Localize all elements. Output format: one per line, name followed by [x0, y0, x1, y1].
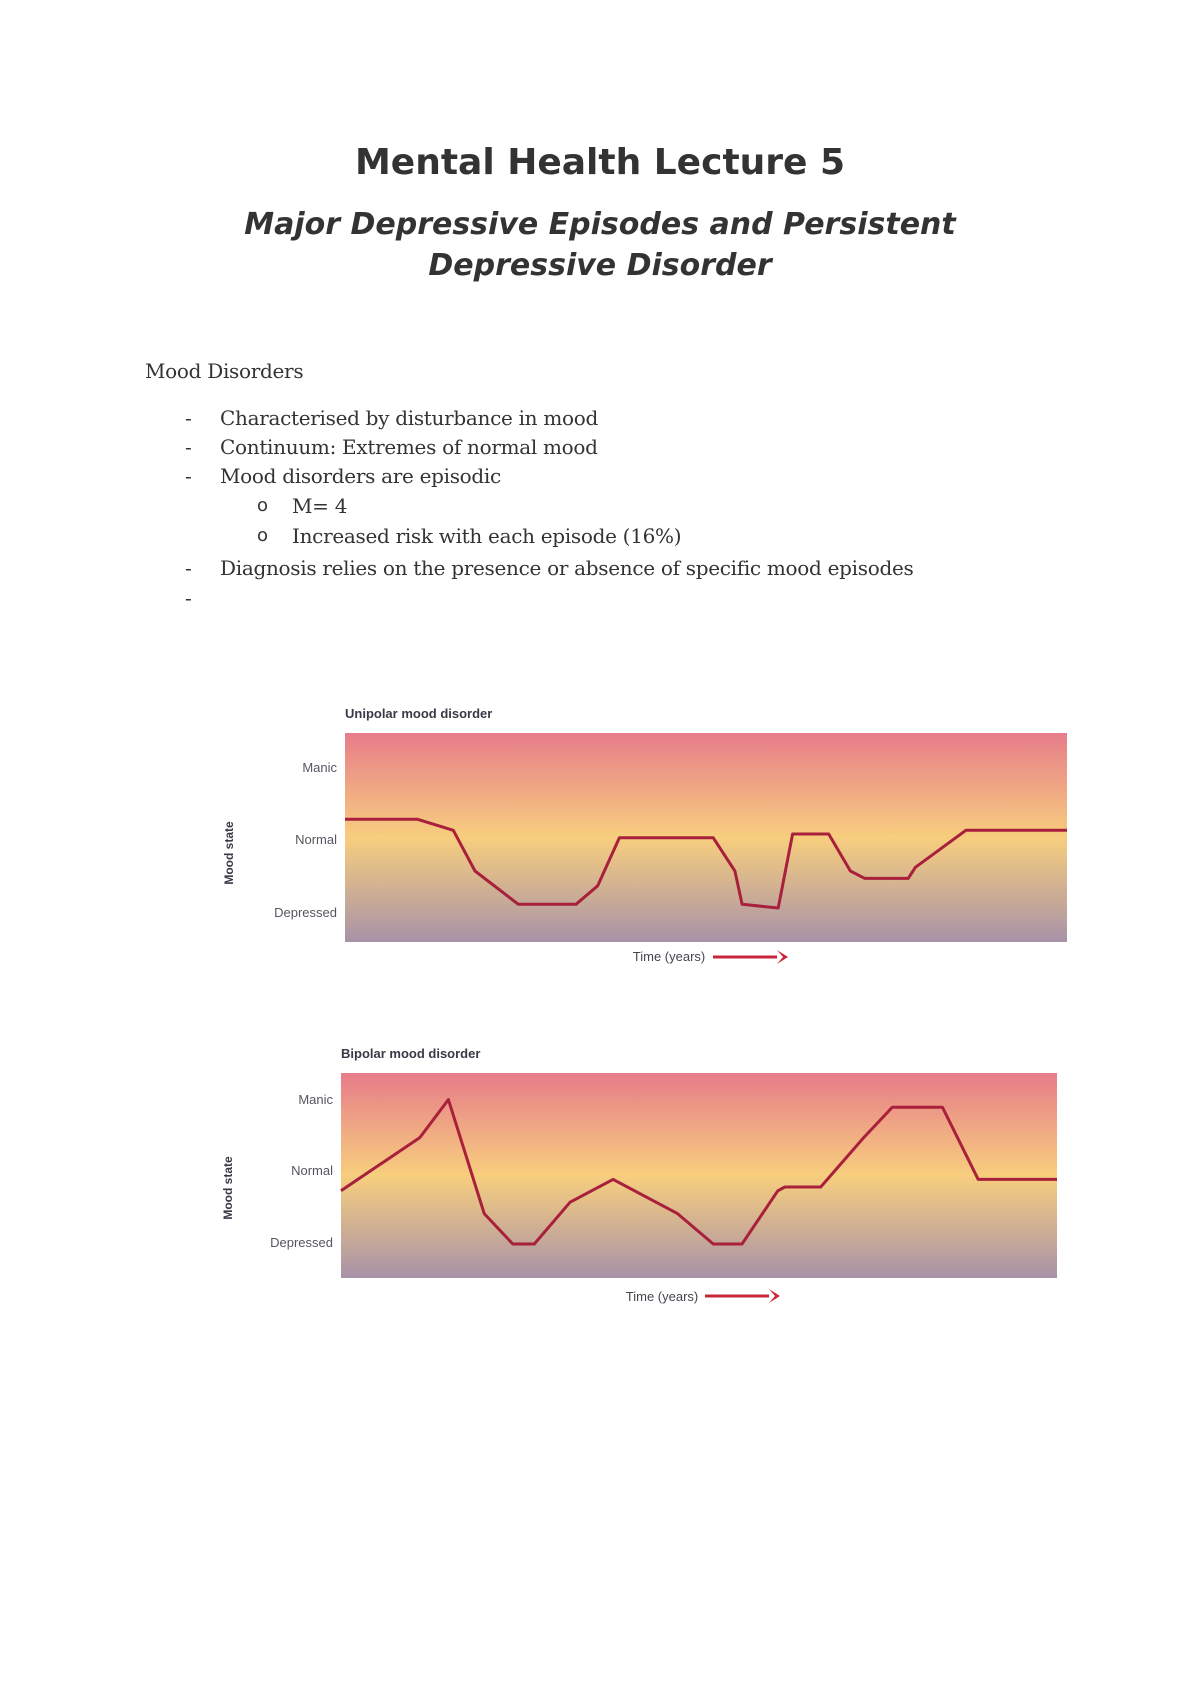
- y-axis-label: Mood state: [221, 1156, 235, 1220]
- chart-title: Bipolar mood disorder: [341, 1046, 481, 1061]
- bullet-marker: -: [185, 406, 192, 430]
- sub-bullet-item: [257, 494, 348, 518]
- x-axis-label: Time (years): [625, 1289, 699, 1304]
- unipolar-chart: [210, 700, 1080, 980]
- sub-bullet-marker: o: [257, 525, 268, 546]
- y-tick-label: Manic: [302, 760, 337, 775]
- sub-bullet-marker: o: [257, 495, 268, 516]
- page-title: Mental Health Lecture 5: [354, 142, 846, 183]
- y-tick-label: Normal: [295, 832, 337, 847]
- bullet-marker: -: [185, 435, 192, 459]
- y-tick-label: Depressed: [270, 1235, 333, 1250]
- y-tick-label: Depressed: [274, 905, 337, 920]
- bullet-item: [185, 556, 914, 580]
- bullet-text: Continuum: Extremes of normal mood: [220, 435, 598, 459]
- arrow-icon: [713, 950, 788, 964]
- bullet-marker: -: [185, 586, 192, 610]
- bullet-item: [185, 435, 598, 459]
- y-tick-label: Manic: [298, 1092, 333, 1107]
- bullet-text: Characterised by disturbance in mood: [220, 406, 598, 430]
- y-axis-label: Mood state: [222, 821, 236, 885]
- subtitle-line-2: Depressive Disorder: [428, 248, 772, 283]
- bullet-text: M= 4: [292, 494, 348, 518]
- bipolar-chart: [210, 1040, 1080, 1320]
- bullet-item: [185, 464, 501, 488]
- subtitle-line-1: Major Depressive Episodes and Persistent: [244, 207, 956, 242]
- bullet-text: Mood disorders are episodic: [220, 464, 501, 488]
- y-tick-label: Normal: [291, 1163, 333, 1178]
- bullet-text: Diagnosis relies on the presence or absence of specific mood episodes: [220, 556, 914, 580]
- section-heading: Mood Disorders: [145, 359, 304, 383]
- x-axis-label: Time (years): [632, 949, 706, 964]
- bullet-item: [185, 406, 598, 430]
- bullet-marker: -: [185, 556, 192, 580]
- arrow-icon: [705, 1289, 780, 1303]
- bullet-text: Increased risk with each episode (16%): [292, 524, 682, 548]
- page-subtitle: [180, 204, 1020, 286]
- bullet-marker: -: [185, 464, 192, 488]
- chart-title: Unipolar mood disorder: [345, 706, 493, 721]
- sub-bullet-item: [257, 524, 682, 548]
